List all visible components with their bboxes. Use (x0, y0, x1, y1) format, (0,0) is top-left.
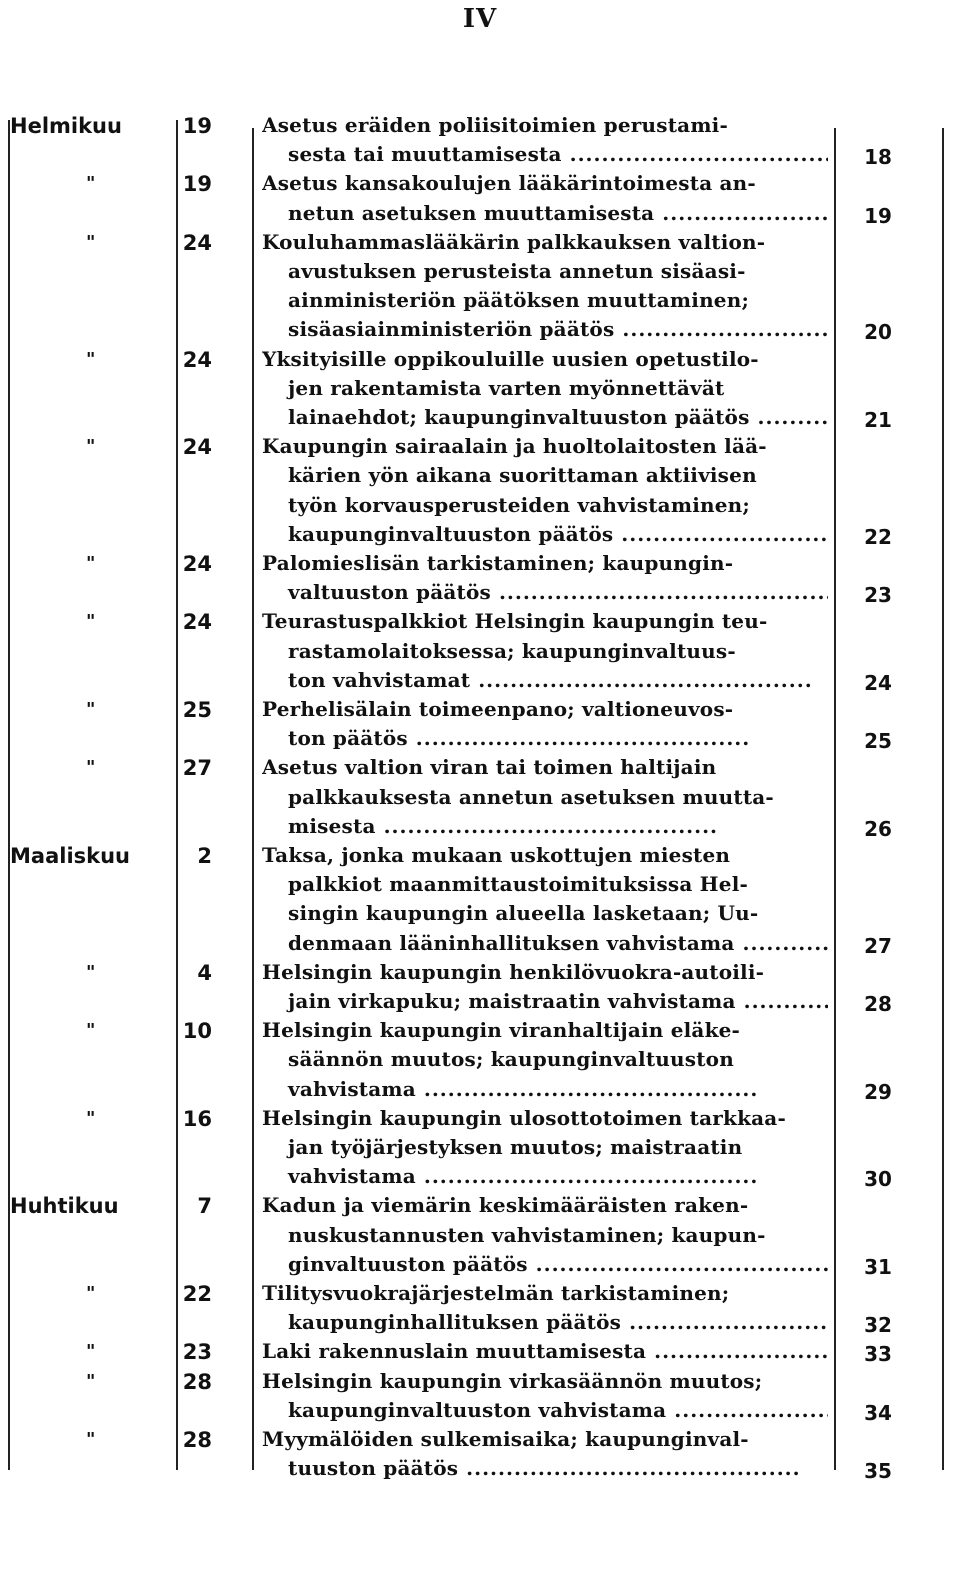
entry-month: " (86, 757, 96, 779)
entry-title-line: Asetus kansakoulujen lääkärintoimesta an- (262, 171, 756, 196)
entry-title-line: rastamolaitoksessa; kaupunginvaltuus- (288, 638, 736, 663)
entry-page-number: 18 (864, 145, 892, 170)
entry-day: 7 (197, 1194, 212, 1219)
page-column-rule-right (942, 128, 944, 1470)
entry-title (262, 1279, 828, 1337)
entry-page-number: 28 (864, 991, 892, 1016)
entry-title-line: jan työjärjestyksen muutos; maistraatin (288, 1135, 743, 1159)
entry-day: 28 (182, 1428, 212, 1452)
entry-month: " (86, 1283, 96, 1304)
entry-title (262, 841, 828, 958)
entry-title-line: Kaupungin sairaalain ja huoltolaitosten lää- (262, 434, 767, 459)
entry-page-number: 33 (864, 1342, 892, 1367)
entry-title-line: Asetus eräiden poliisitoimien perustami- (262, 113, 728, 137)
entry-title (262, 1016, 828, 1104)
entry-title-line: kärien yön aikana suorittaman aktiivisen (288, 463, 757, 488)
entry-title-line: Perhelisälain toimeenpano; valtioneuvos- (262, 697, 734, 721)
entry-day: 10 (182, 1019, 212, 1044)
entry-title-line: säännön muutos; kaupunginvaltuuston (288, 1047, 734, 1072)
entry-month: " (86, 348, 96, 370)
entry-title-line: vahvistama ..... (262, 1075, 828, 1104)
entry-title-line: vahvistama ..... (262, 1162, 828, 1191)
entry-day: 23 (182, 1340, 212, 1365)
entry-day: 24 (182, 552, 212, 576)
entry-title-line: työn korvausperusteiden vahvistaminen; (288, 492, 750, 517)
entry-page-number: 23 (864, 583, 892, 608)
date-column-rule (176, 120, 178, 1470)
entry-month: " (86, 1020, 96, 1042)
entry-page-number: 24 (864, 670, 892, 695)
entry-title-line: denmaan lääninhallituksen vahvistama ..... (262, 929, 828, 958)
entry-day: 19 (182, 172, 212, 197)
entry-day: 27 (182, 756, 212, 781)
entry-month: " (86, 961, 96, 983)
entry-page-number: 21 (864, 407, 892, 432)
page-column-rule-left (834, 128, 836, 1470)
page-number: IV (462, 4, 498, 34)
entry-page-number: 25 (864, 729, 892, 754)
entry-day: 24 (182, 435, 212, 460)
entry-title-line: ginvaltuuston päätös ..... (262, 1250, 828, 1279)
entry-month: Maaliskuu (10, 844, 131, 868)
entry-title (262, 958, 828, 1016)
entry-title (262, 1425, 828, 1483)
entry-title (262, 1367, 828, 1425)
entry-title-line: kaupunginhallituksen päätös ..... (262, 1308, 828, 1337)
entry-title-line: kaupunginvaltuuston vahvistama ..... (262, 1396, 828, 1425)
entry-title (262, 607, 828, 695)
entry-title-line: jain virkapuku; maistraatin vahvistama ..... (262, 987, 828, 1016)
entry-title-line: palkkiot maanmittaustoimituksissa Hel- (288, 872, 749, 897)
entry-title-line: singin kaupungin alueella lasketaan; Uu- (288, 901, 759, 926)
entry-title-line: Kadun ja viemärin keskimääräisten raken- (262, 1193, 749, 1218)
entry-title-line: ton vahvistamat ..... (262, 666, 828, 695)
entry-title-line: kaupunginvaltuuston päätös ..... (262, 520, 828, 549)
entry-title (262, 228, 828, 345)
entry-day: 24 (182, 230, 212, 255)
entry-month: " (86, 699, 96, 720)
entry-page-number: 32 (864, 1313, 892, 1338)
entry-title-line: misesta ..... (262, 812, 828, 841)
entry-month: Huhtikuu (10, 1194, 119, 1219)
entry-page-number: 29 (864, 1079, 892, 1104)
entry-title (262, 432, 828, 549)
entry-page-number: 34 (864, 1400, 892, 1425)
entry-title-line: netun asetuksen muuttamisesta ..... (262, 199, 828, 228)
entry-month: " (86, 553, 96, 574)
entry-day: 24 (182, 610, 212, 635)
entry-month: " (86, 611, 96, 633)
entry-title-line: Asetus valtion viran tai toimen haltijain (262, 755, 717, 780)
entry-month: " (86, 173, 96, 195)
entry-month: Helmikuu (10, 114, 122, 138)
entry-month: " (86, 1370, 96, 1392)
entry-title-line: ton päätös ..... (262, 724, 828, 753)
entry-month: " (86, 231, 96, 253)
entry-title (262, 169, 828, 227)
entry-title-line: tuuston päätös ..... (262, 1454, 828, 1483)
entry-day: 4 (197, 960, 212, 985)
entry-title (262, 753, 828, 841)
entry-title-line: valtuuston päätös ..... (262, 578, 828, 607)
entry-title-line: jen rakentamista varten myönnettävät (288, 375, 725, 400)
entry-title-line: Taksa, jonka mukaan uskottujen miesten (262, 843, 731, 867)
entry-title-line: Myymälöiden sulkemisaika; kaupunginval- (262, 1427, 749, 1451)
entry-title (262, 549, 828, 607)
entry-page-number: 22 (864, 524, 892, 549)
entry-title (262, 695, 828, 753)
entry-title-line: Tilitysvuokrajärjestelmän tarkistaminen; (262, 1281, 730, 1305)
entry-page-number: 26 (864, 816, 892, 841)
entry-month: " (86, 1429, 96, 1450)
entry-title (262, 345, 828, 433)
entry-title-line: avustuksen perusteista annetun sisäasi- (288, 259, 746, 283)
entry-title-line: Palomieslisän tarkistaminen; kaupungin- (262, 551, 734, 575)
entry-title-line: Teurastuspalkkiot Helsingin kaupungin teu- (262, 609, 768, 634)
entry-day: 16 (182, 1106, 212, 1131)
entry-title-line: Yksityisille oppikouluille uusien opetustilo- (262, 346, 759, 371)
entry-title-line: lainaehdot; kaupunginvaltuuston päätös ..... (262, 403, 828, 432)
title-column-rule (252, 128, 254, 1470)
entry-title-line: Laki rakennuslain muuttamisesta ..... (262, 1337, 828, 1366)
entry-page-number: 31 (864, 1254, 892, 1279)
entry-title (262, 111, 828, 169)
entry-page-number: 35 (864, 1459, 892, 1484)
entry-title-line: palkkauksesta annetun asetuksen muutta- (288, 784, 774, 809)
entry-title (262, 1104, 828, 1192)
entry-page-number: 19 (864, 203, 892, 228)
entry-title-line: Helsingin kaupungin henkilövuokra-autoili- (262, 959, 765, 984)
entry-title-line: sisäasiainministeriön päätös ..... (262, 315, 828, 344)
entry-title (262, 1337, 828, 1366)
entry-title-line: Kouluhammaslääkärin palkkauksen valtion- (262, 229, 766, 254)
entry-day: 24 (182, 347, 212, 372)
entry-day: 19 (182, 114, 212, 138)
entry-month: " (86, 1107, 96, 1129)
entry-title (262, 1191, 828, 1279)
entry-title-line: Helsingin kaupungin virkasäännön muutos; (262, 1368, 763, 1393)
entry-month: " (86, 1341, 96, 1363)
entry-day: 28 (182, 1369, 212, 1394)
entry-title-line: nuskustannusten vahvistaminen; kaupun- (288, 1222, 766, 1247)
entry-page-number: 27 (864, 933, 892, 958)
entry-title-line: ainministeriön päätöksen muuttaminen; (288, 288, 750, 313)
entry-day: 2 (197, 844, 212, 868)
entry-page-number: 30 (864, 1167, 892, 1192)
left-margin-rule (8, 120, 10, 1470)
entry-page-number: 20 (864, 320, 892, 345)
entry-title-line: Helsingin kaupungin viranhaltijain eläke- (262, 1018, 741, 1043)
entry-title-line: Helsingin kaupungin ulosottotoimen tarkkaa- (262, 1105, 786, 1130)
entry-month: " (86, 436, 96, 458)
entry-title-line: sesta tai muuttamisesta ..... (262, 140, 828, 169)
entry-day: 25 (182, 698, 212, 722)
entry-day: 22 (182, 1282, 212, 1306)
